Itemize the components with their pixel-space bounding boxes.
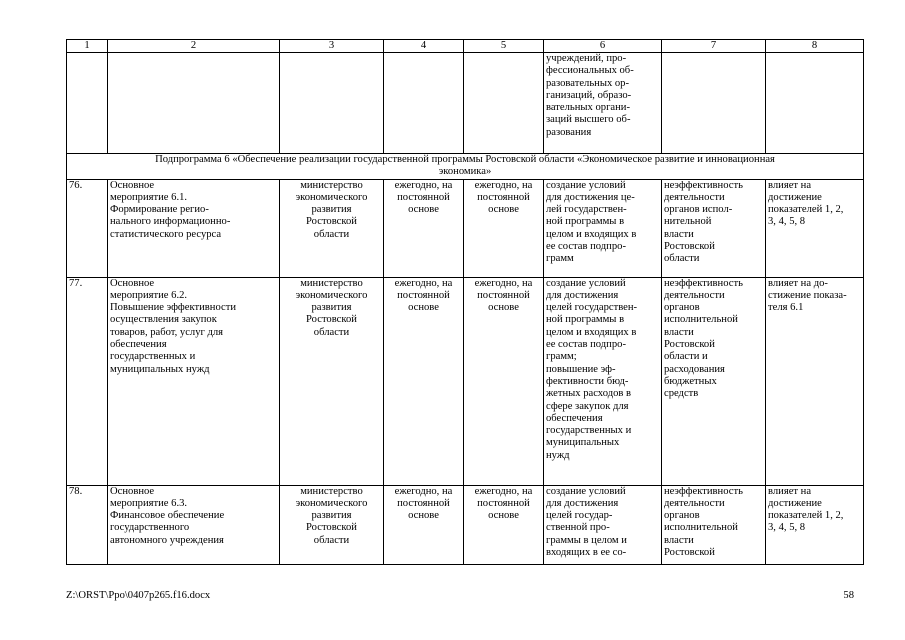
cell-text-line: развития	[311, 302, 352, 314]
cell-text-line: грамм	[546, 253, 574, 265]
cell-text-line: расходования	[664, 363, 725, 375]
cell-text-line: Ростовской	[306, 216, 357, 228]
cell-text-line: постоянной	[397, 191, 450, 203]
cell-text-line: органов испол-	[664, 204, 733, 216]
cell-text-line: мероприятие 6.3.	[110, 497, 188, 509]
cell-text-line: достижение	[768, 191, 822, 203]
cell-text-line: сфере закупок для	[546, 400, 629, 412]
cell-text-line: бюджетных	[664, 375, 717, 387]
cell-text-line: области и	[664, 351, 708, 363]
cell-text-line: для достижения	[546, 497, 619, 509]
cell-text-line: основе	[408, 204, 439, 216]
activity-name	[108, 277, 280, 485]
cell-text-line: повышение эф-	[546, 363, 616, 375]
cell-text-line: Ростовской	[664, 241, 715, 253]
executor	[280, 277, 384, 485]
activity-name	[108, 179, 280, 277]
subprogram-row	[67, 154, 864, 180]
cell-text-line: целом и входящих в	[546, 228, 637, 240]
end-term	[464, 485, 544, 564]
cell-text-line: министерство	[300, 485, 363, 497]
cell-text-line: основе	[488, 302, 519, 314]
cell-text-line: заций высшего об-	[546, 114, 631, 126]
cell-text-line: 3, 4, 5, 8	[768, 522, 806, 534]
cell-text-line: создание условий	[546, 179, 626, 191]
cell-text-line: создание условий	[546, 277, 626, 289]
cell-text-line: Ростовской	[664, 339, 715, 351]
executor	[280, 485, 384, 564]
cell-text-line: осуществления закупок	[110, 314, 217, 326]
cell-text-line: нального информационно-	[110, 216, 231, 228]
cell-text-line: Ростовской	[306, 314, 357, 326]
non-implementation-consequences	[662, 485, 766, 564]
cell-empty	[108, 53, 280, 154]
cell-text-line: достижение	[768, 497, 822, 509]
cell-text-line: государственных и	[110, 351, 196, 363]
cell-text-line: органов	[664, 510, 700, 522]
cell-text-line: ной программы в	[546, 314, 625, 326]
indicator-link	[766, 277, 864, 485]
column-number: 1	[67, 40, 108, 53]
cell-text-line: Ростовской	[306, 522, 357, 534]
column-number-row	[67, 40, 864, 53]
cell-text-line: муниципальных нужд	[110, 363, 210, 375]
table-row	[67, 485, 864, 564]
cell-text-line: основе	[408, 510, 439, 522]
cell-text-line: неэффективность	[664, 485, 743, 497]
cell-text-line: области	[664, 253, 700, 265]
cell-text-line: грамм;	[546, 351, 577, 363]
page-number: 58	[843, 590, 854, 601]
cell-text-line: власти	[664, 534, 694, 546]
cell-text-line: учреждений, про-	[546, 53, 627, 64]
cell-text-line: области	[313, 534, 350, 546]
cell-empty	[766, 53, 864, 154]
cell-text-line: жетных расходов в	[546, 388, 632, 400]
cell-text-line: 3, 4, 5, 8	[768, 216, 806, 228]
cell-text-line: государственного	[110, 522, 190, 534]
cell-text-line: исполнительной	[664, 522, 738, 534]
cell-text-line: Основное	[110, 179, 155, 191]
cell-text-line: влияет на	[768, 179, 812, 191]
cell-text-line: теля 6.1	[768, 302, 804, 314]
cell-text-line: деятельности	[664, 289, 725, 301]
cell-empty	[67, 53, 108, 154]
cell-text-line: обеспечения	[110, 339, 167, 351]
cell-text-line: экономического	[295, 289, 368, 301]
cell-text-line: министерство	[300, 277, 363, 289]
cell-empty	[384, 53, 464, 154]
subprogram-title-line: экономика»	[438, 166, 492, 178]
cell-text-line: целом и входящих в	[546, 326, 637, 338]
cell-text-line: ной программы в	[546, 216, 625, 228]
cell-text-line: области	[313, 228, 350, 240]
table-row	[67, 179, 864, 277]
cell-text-line: органов	[664, 302, 700, 314]
cell-text-line: ежегодно, на	[474, 179, 533, 191]
cell-text-line: нительной	[664, 216, 712, 228]
cell-text-line: средств	[664, 388, 699, 400]
activity-name	[108, 485, 280, 564]
expected-result	[544, 277, 662, 485]
cell-text-line: создание условий	[546, 485, 626, 497]
row-number: 78.	[67, 485, 108, 564]
column-number: 3	[280, 40, 384, 53]
table-row	[67, 277, 864, 485]
executor	[280, 179, 384, 277]
column-number: 2	[108, 40, 280, 53]
cell-empty	[280, 53, 384, 154]
cell-text-line: ганизаций, образо-	[546, 89, 632, 101]
cell-text-line: граммы в целом и	[546, 534, 627, 546]
subprogram-title-line: Подпрограмма 6 «Обеспечение реализации государственной программы Ростовской области «Экономическое развитие и инновационная	[155, 154, 775, 165]
cell-text-line: ежегодно, на	[394, 277, 453, 289]
cell-text-line: постоянной	[397, 497, 450, 509]
cell-text-line: ственной про-	[546, 522, 610, 534]
cell-text-line: основе	[488, 204, 519, 216]
cell-text-line: развития	[311, 204, 352, 216]
start-term	[384, 179, 464, 277]
cell-text-line: неэффективность	[664, 179, 743, 191]
cell-text-line: области	[313, 326, 350, 338]
cell-text-line: развития	[311, 510, 352, 522]
cell-text-line: фессиональных об-	[546, 65, 634, 77]
column-number: 5	[464, 40, 544, 53]
cell-text-line: входящих в ее со-	[546, 547, 627, 559]
column-number: 8	[766, 40, 864, 53]
cell-text-line: целей государствен-	[546, 302, 638, 314]
cell-text-line: постоянной	[477, 191, 530, 203]
cell-text-line: ежегодно, на	[394, 485, 453, 497]
row-number: 77.	[67, 277, 108, 485]
cell-text-line: показателей 1, 2,	[768, 510, 844, 522]
cell-text-line: разовательных ор-	[546, 77, 630, 89]
cell-text-line: мероприятие 6.2.	[110, 289, 188, 301]
cell-text-line: статистического ресурса	[110, 228, 222, 240]
start-term	[384, 485, 464, 564]
indicator-link	[766, 485, 864, 564]
end-term	[464, 277, 544, 485]
non-implementation-consequences	[662, 277, 766, 485]
cell-text-line: влияет на до-	[768, 277, 828, 289]
cell-empty	[464, 53, 544, 154]
cell-text-line: показателей 1, 2,	[768, 204, 844, 216]
cell-text-line: неэффективность	[664, 277, 743, 289]
cell-text-line: Формирование регио-	[110, 204, 209, 216]
cell-text-line: ее состав подпро-	[546, 241, 626, 253]
indicator-link	[766, 179, 864, 277]
non-implementation-consequences	[662, 179, 766, 277]
cell-text-line: разования	[546, 126, 592, 138]
cell-text-line: власти	[664, 228, 694, 240]
cell-text-line: нужд	[546, 449, 570, 461]
cell-text-line: ежегодно, на	[474, 277, 533, 289]
cell-text-line: стижение показа-	[768, 289, 847, 301]
cell-text-line: основе	[488, 510, 519, 522]
cell-text-line: государственных и	[546, 425, 632, 437]
cell-text-line: целей государ-	[546, 510, 613, 522]
cell-text-line: постоянной	[477, 497, 530, 509]
cell-text-line: исполнительной	[664, 314, 738, 326]
activities-table	[66, 39, 864, 565]
cell-text-line: мероприятие 6.1.	[110, 191, 188, 203]
cell-text-line: министерство	[300, 179, 363, 191]
cell-text-line: ежегодно, на	[394, 179, 453, 191]
cell-text-line: ежегодно, на	[474, 485, 533, 497]
expected-result	[544, 485, 662, 564]
column-number: 7	[662, 40, 766, 53]
cell-text-line: деятельности	[664, 497, 725, 509]
cell-text-line: вательных органи-	[546, 102, 630, 114]
cell-text-line: автономного учреждения	[110, 534, 224, 546]
cell-text-line: фективности бюд-	[546, 375, 629, 387]
cell-text-line: лей государствен-	[546, 204, 627, 216]
cell-text-line: ее состав подпро-	[546, 339, 626, 351]
cell-empty	[662, 53, 766, 154]
column-number: 6	[544, 40, 662, 53]
cell-text-line: обеспечения	[546, 412, 603, 424]
cell-text-line: для достижения це-	[546, 191, 635, 203]
row-number: 76.	[67, 179, 108, 277]
cell-text-line: Финансовое обеспечение	[110, 510, 225, 522]
cell-text-line: для достижения	[546, 289, 619, 301]
expected-result	[544, 179, 662, 277]
cell-text-line: основе	[408, 302, 439, 314]
cell-text-line: Основное	[110, 277, 155, 289]
cell-text-line: власти	[664, 326, 694, 338]
cell-text-line: влияет на	[768, 485, 812, 497]
continued-row	[67, 53, 864, 154]
cell-text-line: Повышение эффективности	[110, 302, 237, 314]
subprogram-title	[67, 154, 864, 180]
column-number: 4	[384, 40, 464, 53]
cell-text-line: экономического	[295, 191, 368, 203]
cell-text-line: муниципальных	[546, 437, 620, 449]
cell-text-line: деятельности	[664, 191, 725, 203]
continued-result-cell	[544, 53, 662, 154]
cell-text-line: постоянной	[477, 289, 530, 301]
cell-text-line: Основное	[110, 485, 155, 497]
cell-text-line: Ростовской	[664, 547, 715, 559]
start-term	[384, 277, 464, 485]
footer-file-path: Z:\ORST\Ppo\0407p265.f16.docx	[66, 590, 211, 601]
end-term	[464, 179, 544, 277]
cell-text-line: экономического	[295, 497, 368, 509]
cell-text-line: постоянной	[397, 289, 450, 301]
cell-text-line: товаров, работ, услуг для	[110, 326, 224, 338]
